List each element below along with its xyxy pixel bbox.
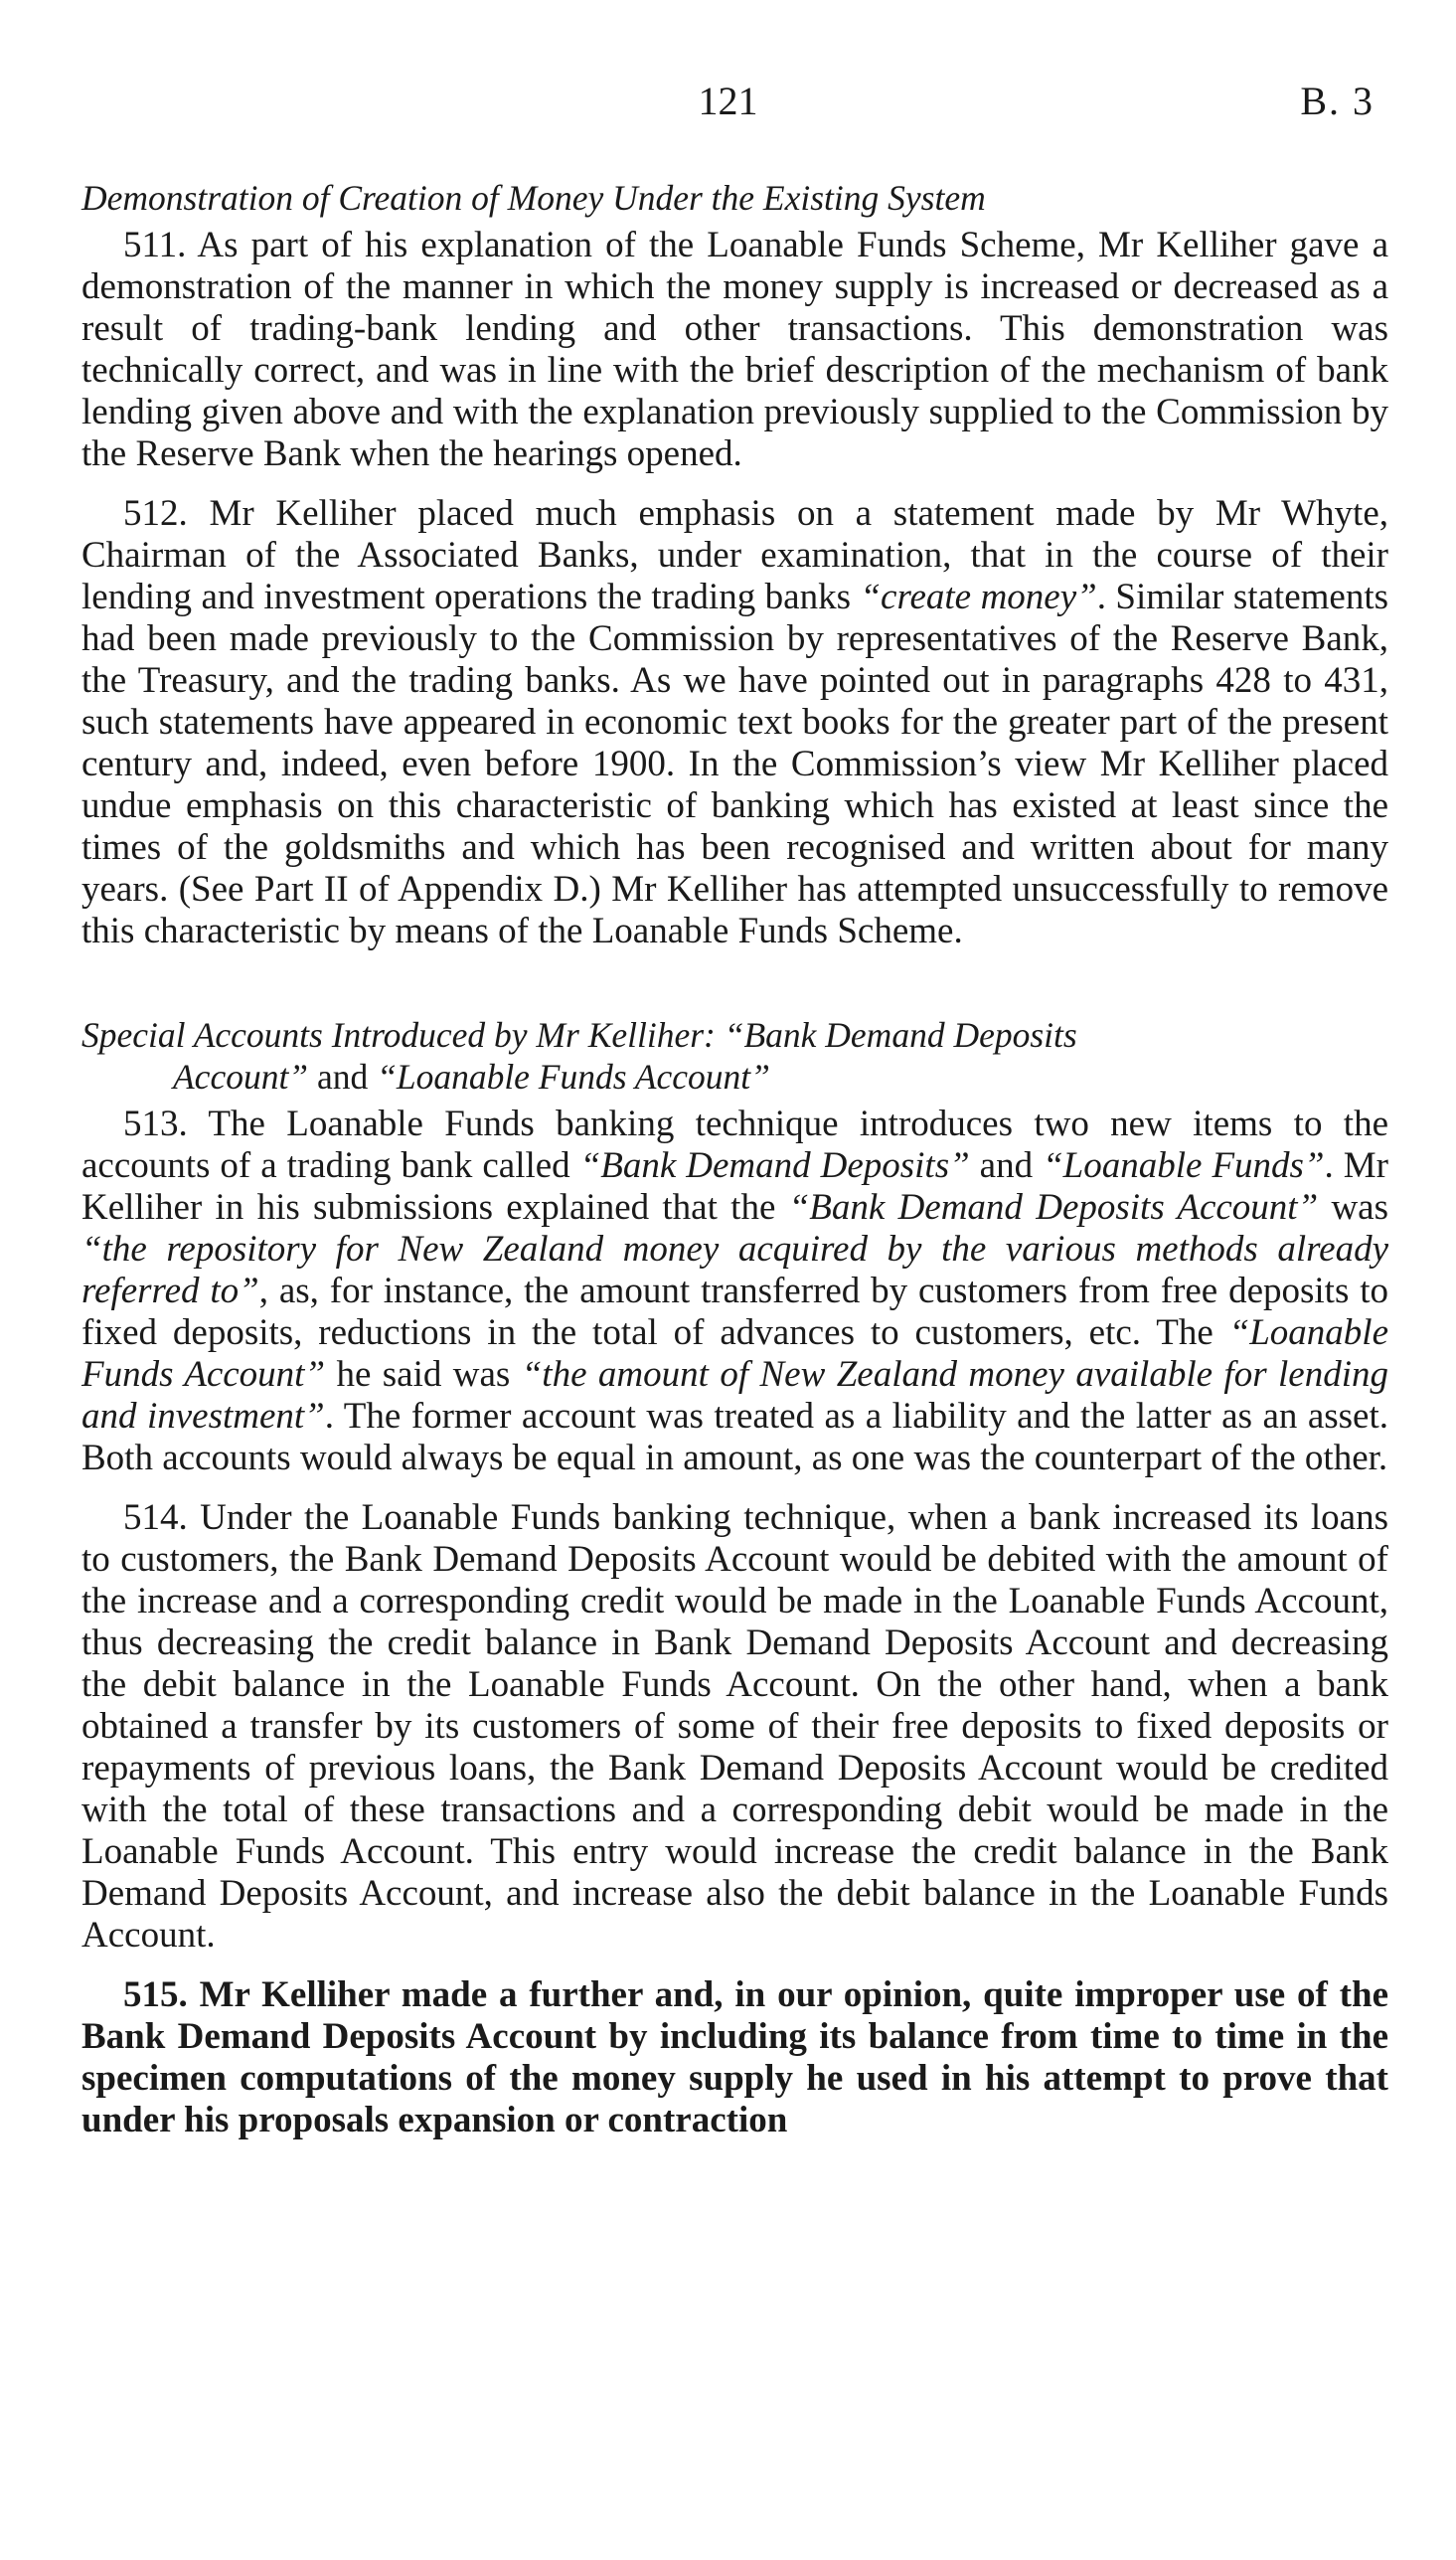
series-code: B. 3	[1300, 79, 1375, 123]
paragraph-number: 515.	[123, 1974, 188, 2015]
paragraph-text: Mr Kelliher placed much emphasis on a statement made by Mr Whyte, Chairman of the Associated Banks, under examination, that in the course of their lending and investment operations the trading banks	[81, 493, 1388, 617]
heading-line-1: Special Accounts Introduced by Mr Kelliher: “Bank Demand Deposits	[81, 1015, 1077, 1055]
paragraph-text: . The former account was treated as a liability and the latter as an asset. Both accounts would always be equal in amount, as one was the counterpart of the other.	[81, 1396, 1388, 1478]
page-header	[0, 78, 1456, 137]
paragraph-text: was	[1318, 1187, 1388, 1228]
paragraph-text: As part of his explanation of the Loanable Funds Scheme, Mr Kelliher gave a demonstration of the manner in which the money supply is increased or decreased as a result of trading-bank lending and other transactions. This demonstration was technically correct, and was in line with the brief description of the mechanism of bank lending given above and with the explanation previously supplied to the Commission by the Reserve Bank when the hearings opened.	[81, 225, 1388, 474]
paragraph-number: 513.	[123, 1104, 188, 1144]
page-content	[81, 177, 1388, 2159]
paragraph-text: he said was	[325, 1354, 522, 1395]
paragraph-text: Mr Kelliher made a further and, in our opinion, quite improper use of the Bank Demand Deposits Account by including its balance from time to time in the specimen computations of the money supply he used in his attempt to prove that under his proposals expansion or contraction	[81, 1974, 1388, 2140]
italic-quote: “create money”	[860, 577, 1097, 617]
italic-quote: “Loanable Funds”	[1043, 1145, 1325, 1186]
italic-quote: “Bank Demand Deposits”	[579, 1145, 970, 1186]
paragraph-text: The Loanable Funds banking technique introduces two new items to the accounts of a trading bank called	[81, 1104, 1388, 1186]
paragraph-514	[81, 1497, 1388, 1957]
paragraph-number: 512.	[123, 493, 188, 534]
heading-italic: Account”	[173, 1057, 309, 1097]
paragraph-515	[81, 1974, 1388, 2141]
paragraph-512	[81, 493, 1388, 952]
page-number: 121	[698, 79, 758, 123]
paragraph-513	[81, 1104, 1388, 1479]
paragraph-text: . Similar statements had been made previously to the Commission by representatives of the Reserve Bank, the Treasury, and the trading banks. As we have pointed out in paragraphs 428 to 431, such statements have appeared in economic text books for the greater part of the present century and, indeed, even before 1900. In the Commission’s view Mr Kelliher placed undue emphasis on this characteristic of banking which has existed at least since the times of the goldsmiths and which has been recognised and written about for many years. (See Part II of Appendix D.) Mr Kelliher has attempted unsuccessfully to remove this characteristic by means of the Loanable Funds Scheme.	[81, 577, 1389, 951]
heading-roman: and	[308, 1057, 378, 1097]
paragraph-511	[81, 225, 1388, 475]
paragraph-text: , as, for instance, the amount transferred by customers from free deposits to fixed deposits, reductions in the total of advances to customers, etc. The	[81, 1271, 1388, 1353]
paragraph-text: and	[969, 1145, 1044, 1186]
paragraph-text: Under the Loanable Funds banking technique, when a bank increased its loans to customers, the Bank Demand Deposits Account would be debited with the amount of the increase and a corresponding credit would be made in the Loanable Funds Account, thus decreasing the credit balance in Bank Demand Deposits Account and decreasing the debit balance in the Loanable Funds Account. On the other hand, when a bank obtained a transfer by its customers of some of their free deposits to fixed deposits or repayments of previous loans, the Bank Demand Deposits Account would be credited with the total of these transactions and a corresponding debit would be made in the Loanable Funds Account. This entry would increase the credit balance in the Bank Demand Deposits Account, and increase also the debit balance in the Loanable Funds Account.	[81, 1497, 1388, 1956]
italic-quote: “Loanable Funds Account”	[81, 1312, 1388, 1395]
section-heading-demonstration: Demonstration of Creation of Money Under the Existing System	[81, 178, 986, 218]
heading-italic: “Loanable Funds Account”	[377, 1057, 770, 1097]
italic-quote: “Bank Demand Deposits Account”	[788, 1187, 1319, 1228]
heading-line-2	[81, 1056, 1388, 1098]
section-heading-special-accounts	[81, 1014, 1388, 1098]
italic-quote: “the amount of New Zealand money available for lending and investment”	[81, 1354, 1388, 1437]
paragraph-number: 514.	[123, 1497, 188, 1538]
paragraph-number: 511.	[123, 225, 187, 265]
italic-quote: “the repository for New Zealand money acquired by the various methods already referred to”	[81, 1229, 1388, 1311]
paragraph-text: . Mr Kelliher in his submissions explained that the	[81, 1145, 1388, 1228]
